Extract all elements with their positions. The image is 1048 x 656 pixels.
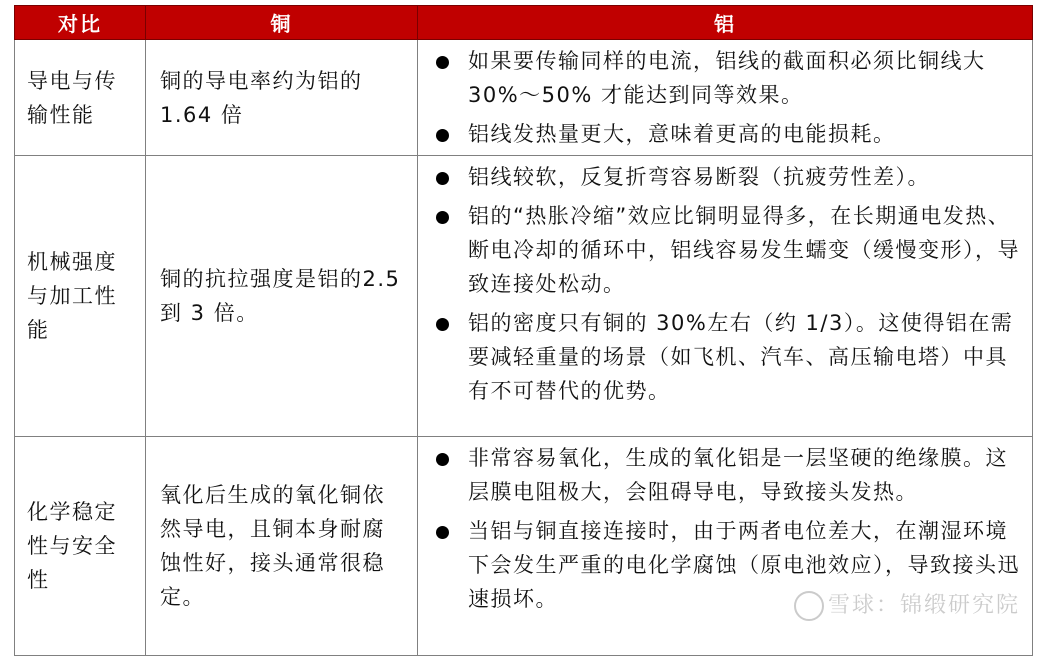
header-compare: 对比: [15, 6, 146, 40]
table-row: [15, 40, 1033, 156]
bullet-text: 铝线较软，反复折弯容易断裂（抗疲劳性差）。: [468, 165, 930, 189]
bullet-icon: [436, 129, 449, 142]
snowball-logo-icon: [794, 591, 824, 621]
copper-cell: 铜的导电率约为铝的1.64 倍: [146, 40, 418, 156]
watermark-text: 雪球：锦缎研究院: [827, 593, 1020, 618]
list-item: [418, 117, 1026, 151]
table-row: [15, 156, 1033, 437]
category-cell: 机械强度与加工性能: [15, 156, 146, 437]
header-row: [15, 6, 1033, 40]
bullet-icon: [436, 318, 449, 331]
aluminum-cell: [418, 40, 1033, 156]
list-item: [418, 306, 1026, 408]
bullet-list: [418, 160, 1026, 408]
list-item: [418, 441, 1026, 509]
header-copper: 铜: [146, 6, 418, 40]
bullet-icon: [436, 526, 449, 539]
aluminum-cell: [418, 156, 1033, 437]
comparison-table: [14, 5, 1033, 656]
bullet-text: 铝的密度只有铜的 30%左右（约 1/3）。这使得铝在需要减轻重量的场景（如飞机、汽车、高压输电塔）中具有不可替代的优势。: [468, 311, 1014, 403]
watermark: [794, 588, 1020, 621]
bullet-icon: [436, 211, 449, 224]
category-cell: 导电与传输性能: [15, 40, 146, 156]
aluminum-cell: [418, 437, 1033, 656]
copper-cell: 氧化后生成的氧化铜依然导电，且铜本身耐腐蚀性好，接头通常很稳定。: [146, 437, 418, 656]
category-cell: 化学稳定性与安全性: [15, 437, 146, 656]
bullet-text: 铝的“热胀冷缩”效应比铜明显得多，在长期通电发热、断电冷却的循环中，铝线容易发生蠕变（缓慢变形），导致连接处松动。: [468, 204, 1020, 296]
table-row: [15, 437, 1033, 656]
bullet-icon: [436, 172, 449, 185]
copper-cell: 铜的抗拉强度是铝的2.5 到 3 倍。: [146, 156, 418, 437]
bullet-text: 如果要传输同样的电流，铝线的截面积必须比铜线大 30%～50% 才能达到同等效果。: [468, 49, 986, 107]
bullet-text: 当铝与铜直接连接时，由于两者电位差大，在潮湿环境下会发生严重的电化学腐蚀（原电池效应），导致接头迅速损坏。: [468, 519, 1020, 611]
header-aluminum: 铝: [418, 6, 1033, 40]
list-item: [418, 160, 1026, 194]
bullet-icon: [436, 453, 449, 466]
bullet-list: [418, 44, 1026, 151]
bullet-text: 铝线发热量更大，意味着更高的电能损耗。: [468, 122, 896, 146]
bullet-icon: [436, 56, 449, 69]
list-item: [418, 199, 1026, 301]
bullet-text: 非常容易氧化，生成的氧化铝是一层坚硬的绝缘膜。这层膜电阻极大，会阻碍导电，导致接头发热。: [468, 446, 1008, 504]
list-item: [418, 44, 1026, 112]
